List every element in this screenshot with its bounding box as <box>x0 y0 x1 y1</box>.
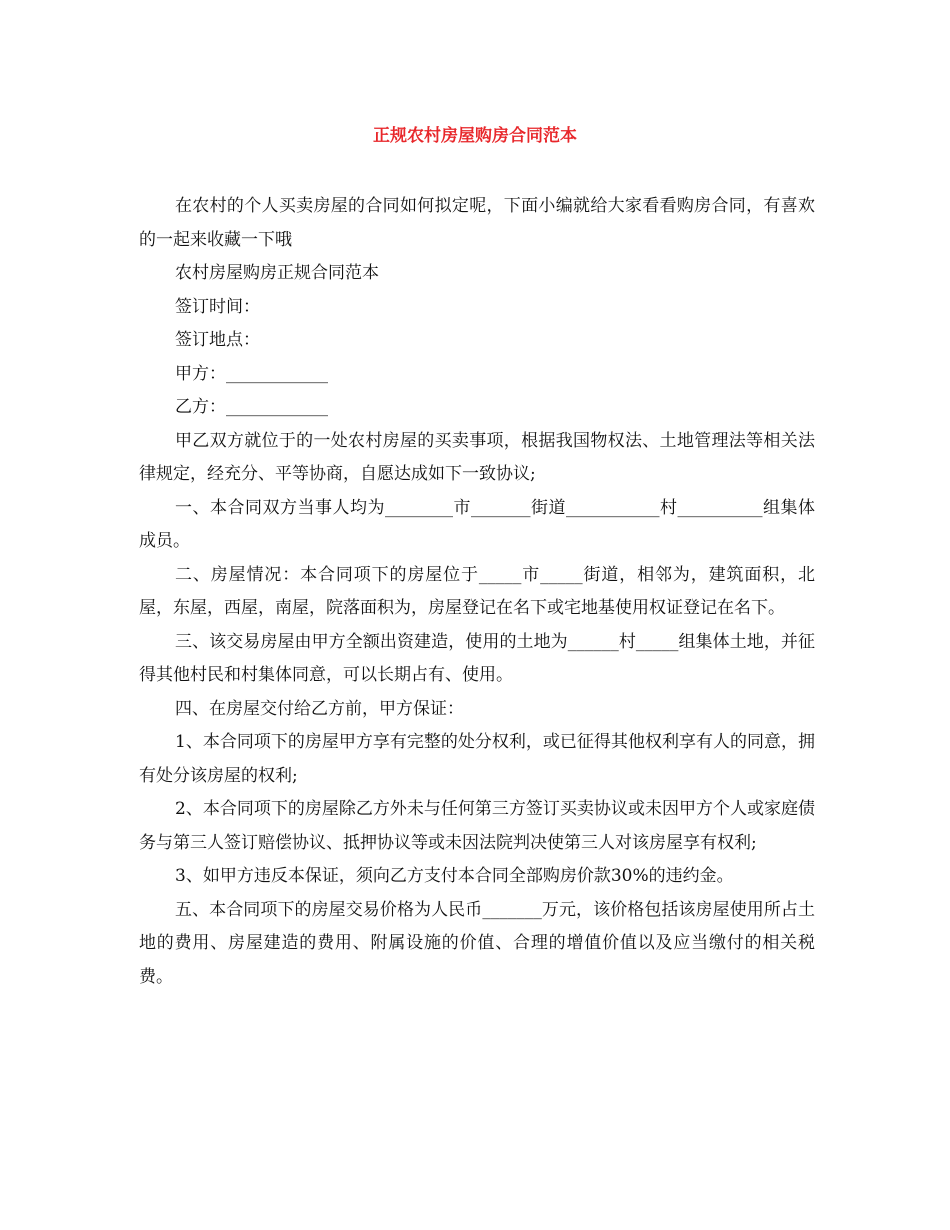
paragraph-subtitle: 农村房屋购房正规合同范本 <box>175 263 379 283</box>
paragraph-clause-5: 五、本合同项下的房屋交易价格为人民币_______万元，该价格包括该房屋使用所占土地的费用、房屋建造的费用、附属设施的价值、合理的增值价值以及应当缴付的相关税费。 <box>139 899 815 987</box>
paragraph-sign-time: 签订时间： <box>175 296 260 317</box>
paragraph-clause-4-item-2: 2、本合同项下的房屋除乙方外未与任何第三方签订买卖协议或未因甲方个人或家庭债务与第三人签订赔偿协议、抵押协议等或未因法院判决使第三人对该房屋享有权利; <box>139 799 815 853</box>
paragraph-preamble: 甲乙双方就位于的一处农村房屋的买卖事项，根据我国物权法、土地管理法等相关法律规定，经充分、平等协商，自愿达成如下一致协议; <box>139 430 815 484</box>
paragraph-clause-1: 一、本合同双方当事人均为________市_______街道___________村__________组集体成员。 <box>139 497 815 551</box>
paragraph-party-b: 乙方：____________ <box>175 397 328 417</box>
paragraph-party-a: 甲方：____________ <box>175 363 328 384</box>
paragraph-intro: 在农村的个人买卖房屋的合同如何拟定呢，下面小编就给大家看看购房合同，有喜欢的一起来收藏一下哦 <box>139 196 815 250</box>
paragraph-clause-2: 二、房屋情况：本合同项下的房屋位于_____市_____街道，相邻为，建筑面积，北屋，东屋，西屋，南屋，院落面积为，房屋登记在名下或宅地基使用权证登记在名下。 <box>139 564 815 618</box>
paragraph-clause-3: 三、该交易房屋由甲方全额出资建造，使用的土地为______村_____组集体土地，并征得其他村民和村集体同意，可以长期占有、使用。 <box>139 631 815 685</box>
paragraph-sign-place: 签订地点： <box>175 330 260 350</box>
paragraph-clause-4-item-1: 1、本合同项下的房屋甲方享有完整的处分权利，或已征得其他权利享有人的同意，拥有处分该房屋的权利; <box>139 732 815 786</box>
paragraph-clause-4: 四、在房屋交付给乙方前，甲方保证： <box>175 698 464 719</box>
document-title: 正规农村房屋购房合同范本 <box>373 126 577 146</box>
document-body <box>139 190 815 994</box>
paragraph-clause-4-item-3: 3、如甲方违反本保证，须向乙方支付本合同全部购房价款30%的违约金。 <box>175 866 734 886</box>
